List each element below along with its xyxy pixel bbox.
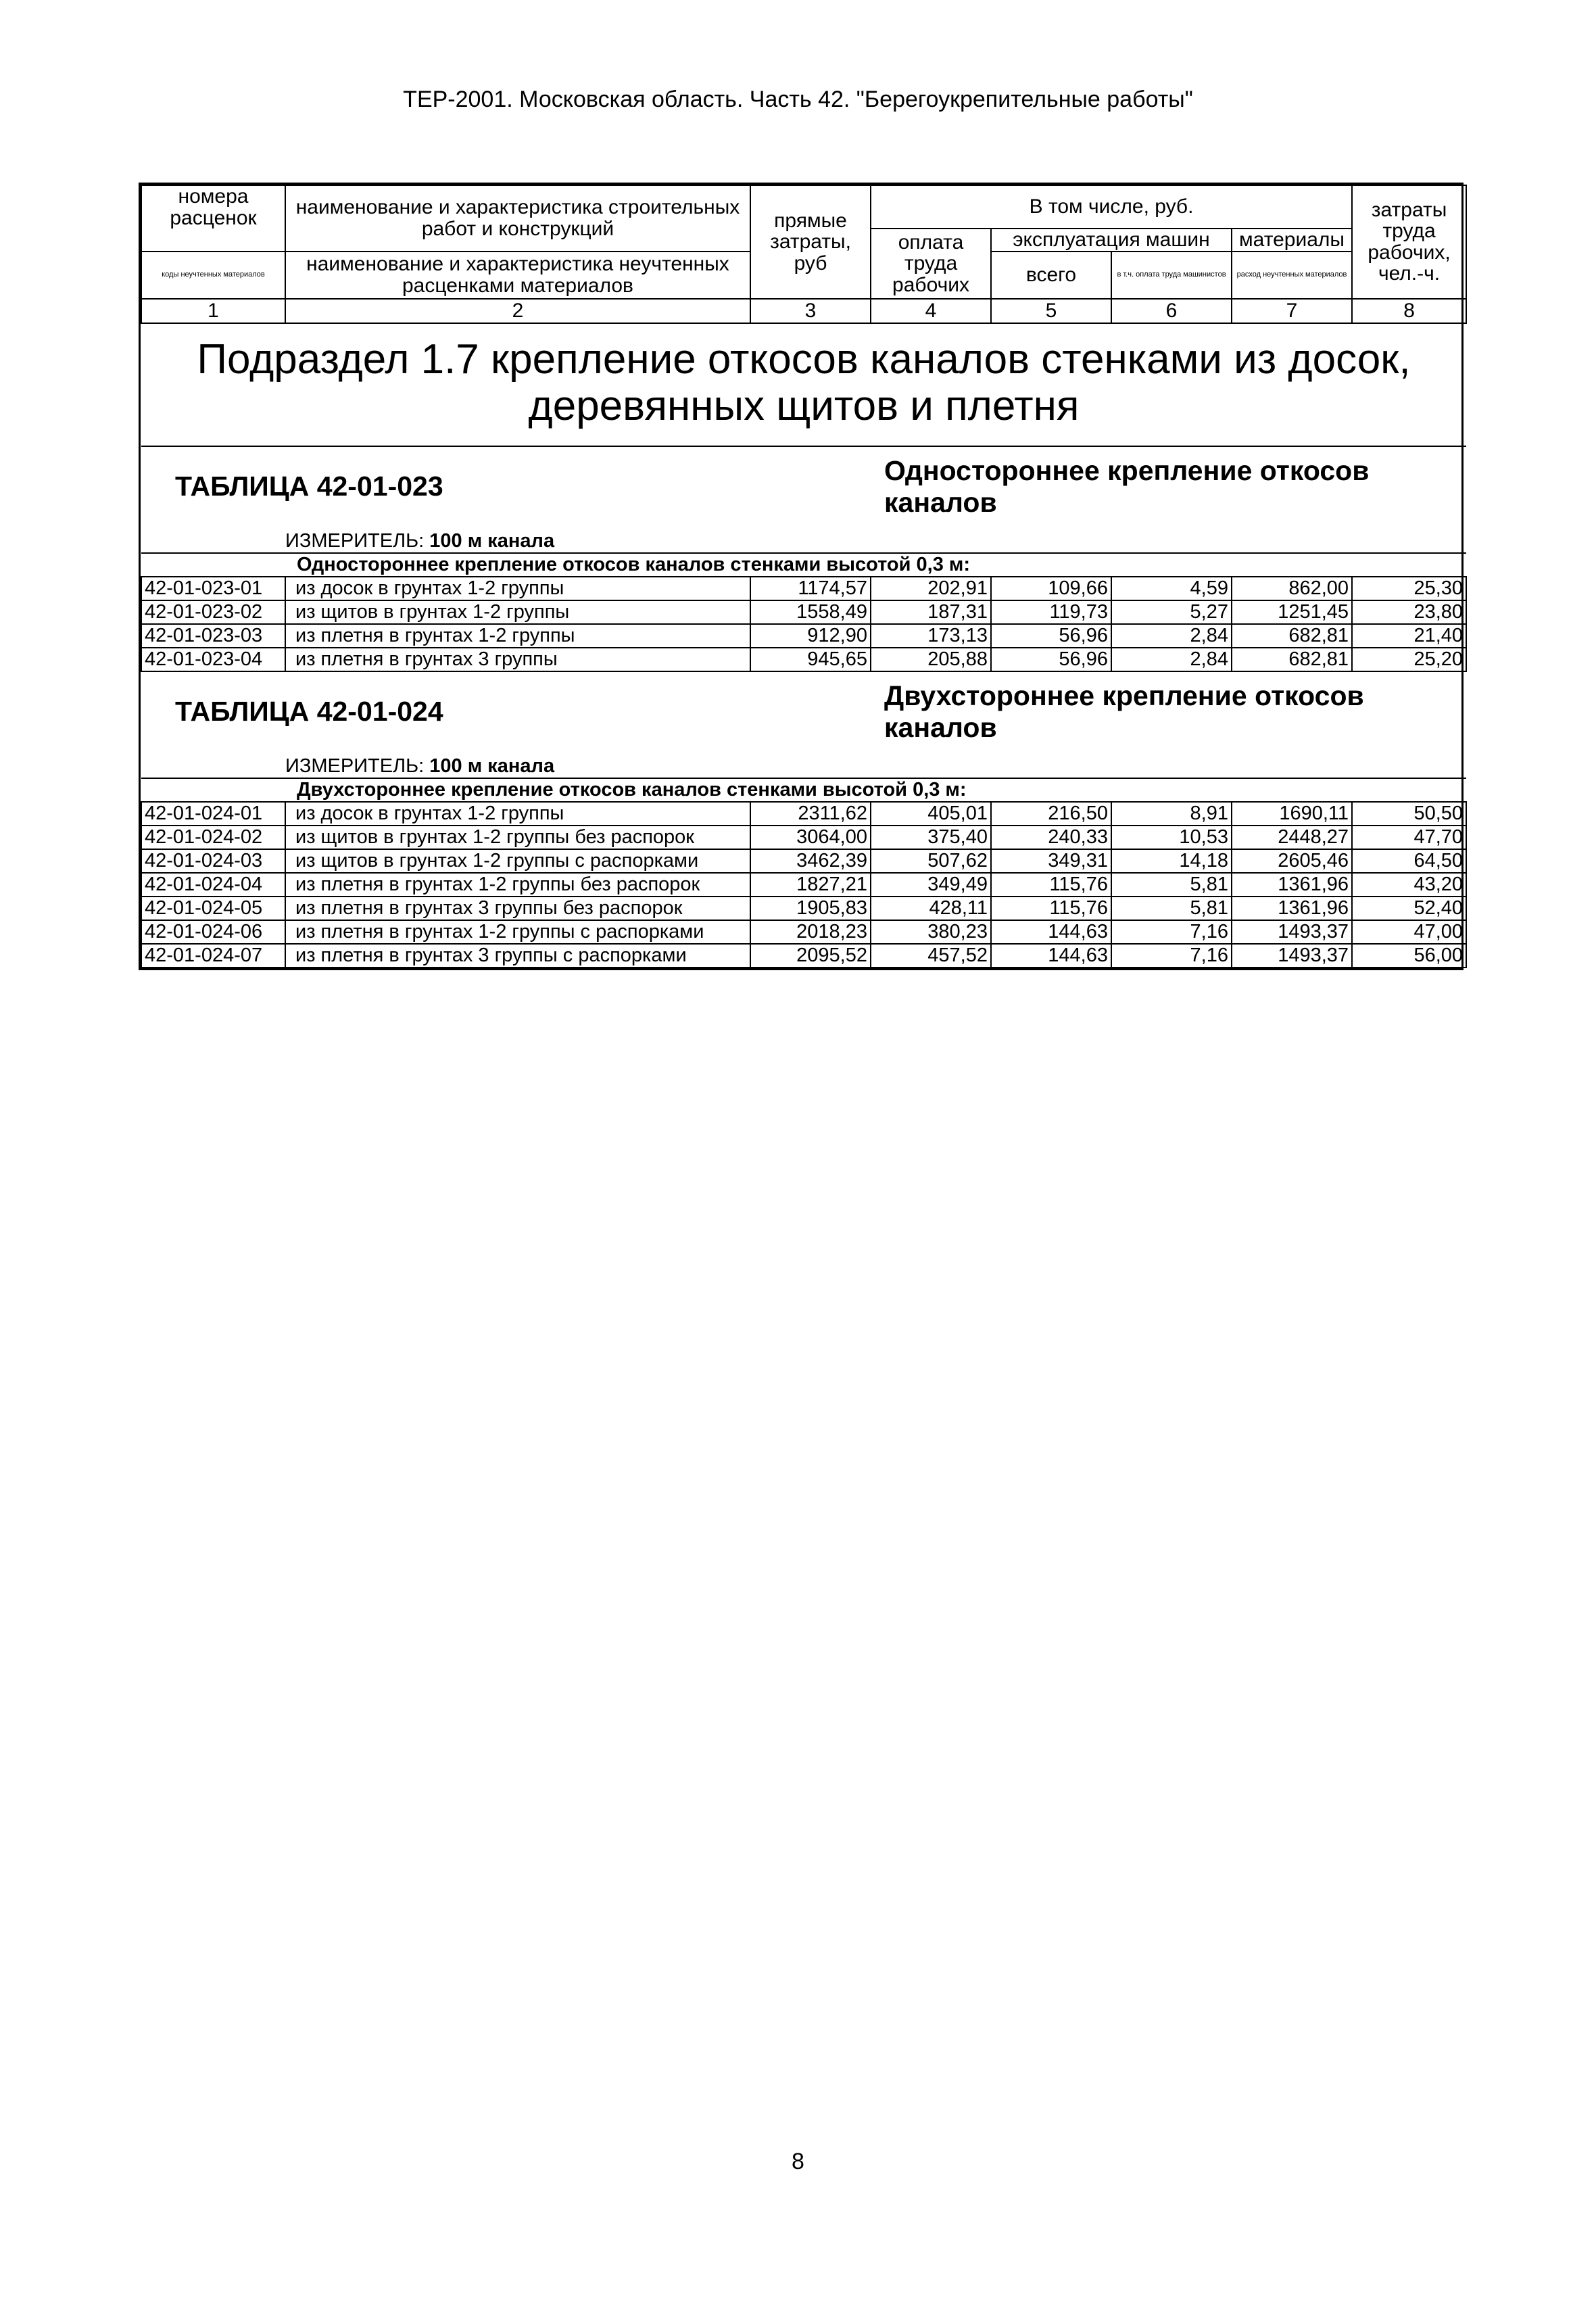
machines-total: 56,96 [991,624,1111,648]
direct-costs: 2018,23 [750,920,871,944]
table-title: Двухстороннее крепление откосов каналов [884,679,1364,743]
direct-costs: 1174,57 [750,577,871,600]
materials-cost: 682,81 [1232,624,1352,648]
group-caption [141,778,1466,802]
table-code: ТАБЛИЦА 42-01-023 [175,471,443,502]
direct-costs: 1827,21 [750,873,871,897]
machinist-pay: 2,84 [1111,624,1232,648]
machines-total: 216,50 [991,802,1111,826]
table-row [141,577,1466,600]
rates-table [141,185,1467,968]
meter-label: ИЗМЕРИТЕЛЬ: [285,530,425,552]
labor-hours: 47,70 [1352,826,1466,849]
labor-pay: 349,49 [871,873,991,897]
table-title: Одностороннее крепление откосов каналов [884,454,1370,518]
subsection-title-line1: Подраздел 1.7 крепление откосов каналов стенками из досок, [197,335,1411,383]
rate-name: из щитов в грунтах 1-2 группы [285,600,750,624]
rate-code: 42-01-024-07 [141,944,285,968]
group-caption-text: Одностороннее крепление откосов каналов стенками высотой 0,3 м: [297,554,970,576]
machines-total: 119,73 [991,600,1111,624]
rate-name: из досок в грунтах 1-2 группы [285,577,750,600]
rate-code: 42-01-024-02 [141,826,285,849]
materials-cost: 1251,45 [1232,600,1352,624]
machines-total: 144,63 [991,944,1111,968]
rate-name: из плетня в грунтах 1-2 группы с распорками [285,920,750,944]
materials-cost: 1690,11 [1232,802,1352,826]
labor-pay: 507,62 [871,849,991,873]
rate-name: из плетня в грунтах 3 группы с распорками [285,944,750,968]
materials-cost: 2448,27 [1232,826,1352,849]
labor-hours: 52,40 [1352,897,1466,920]
labor-pay: 457,52 [871,944,991,968]
col1-header-cont [141,229,285,252]
machinist-pay: 5,81 [1111,873,1232,897]
table-row [141,873,1466,897]
group-caption-text: Двухстороннее крепление откосов каналов стенками высотой 0,3 м: [297,779,967,801]
labor-pay: 375,40 [871,826,991,849]
meter-line [285,751,1466,778]
machines-total: 144,63 [991,920,1111,944]
rate-code: 42-01-023-01 [141,577,285,600]
table-row [141,624,1466,648]
materials-cost: 862,00 [1232,577,1352,600]
column-numbers-row [141,299,1466,323]
materials-header: материалы [1232,229,1352,252]
table-row [141,802,1466,826]
machinist-pay: 5,81 [1111,897,1232,920]
labor-pay: 202,91 [871,577,991,600]
materials-cost: 1361,96 [1232,897,1352,920]
rate-code: 42-01-024-03 [141,849,285,873]
direct-costs: 3064,00 [750,826,871,849]
machines-total: 349,31 [991,849,1111,873]
table-row [141,648,1466,671]
column-number: 3 [750,299,871,323]
rate-code: 42-01-024-01 [141,802,285,826]
meter-spacer [141,751,285,778]
meter-spacer [141,526,285,553]
direct-costs: 3462,39 [750,849,871,873]
machinist-pay: 8,91 [1111,802,1232,826]
meter-label: ИЗМЕРИТЕЛЬ: [285,755,425,778]
machinist-pay: 2,84 [1111,648,1232,671]
labor-pay: 205,88 [871,648,991,671]
labor-hours: 56,00 [1352,944,1466,968]
labor-hours: 50,50 [1352,802,1466,826]
table-row [141,920,1466,944]
labor-hours: 25,20 [1352,648,1466,671]
labor-hours: 43,20 [1352,873,1466,897]
table-code: ТАБЛИЦА 42-01-024 [175,696,443,727]
rate-code: 42-01-024-05 [141,897,285,920]
labor-pay: 380,23 [871,920,991,944]
machines-total: 115,76 [991,873,1111,897]
meter-value: 100 м канала [429,530,555,552]
table-row [141,944,1466,968]
machinist-pay: 10,53 [1111,826,1232,849]
rate-code: 42-01-024-04 [141,873,285,897]
machinist-pay: 14,18 [1111,849,1232,873]
table-row [141,897,1466,920]
col7-header: расход неучтенных материалов [1232,252,1352,299]
materials-cost: 682,81 [1232,648,1352,671]
direct-costs: 1905,83 [750,897,871,920]
machinist-pay: 5,27 [1111,600,1232,624]
machines-total: 240,33 [991,826,1111,849]
rate-name: из щитов в грунтах 1-2 группы без распорок [285,826,750,849]
rate-name: из плетня в грунтах 3 группы [285,648,750,671]
labor-hours: 21,40 [1352,624,1466,648]
table-row [141,826,1466,849]
col3-header: прямые затраты, руб [750,185,871,299]
col8-header: затраты труда рабочих, чел.-ч. [1352,185,1466,299]
machines-total: 115,76 [991,897,1111,920]
labor-pay: 428,11 [871,897,991,920]
machinist-pay: 7,16 [1111,920,1232,944]
meter-line [285,526,1466,553]
labor-hours: 47,00 [1352,920,1466,944]
column-number: 7 [1232,299,1352,323]
rate-code: 42-01-023-02 [141,600,285,624]
group-caption [141,553,1466,577]
col1-header-top: номера расценок [141,185,285,229]
labor-hours: 25,30 [1352,577,1466,600]
col2-header-top: наименование и характеристика строительных работ и конструкций [285,185,750,252]
rate-code: 42-01-023-04 [141,648,285,671]
machines-header: эксплуатация машин [991,229,1232,252]
column-number: 6 [1111,299,1232,323]
subsection-title-line2: деревянных щитов и плетня [528,382,1080,429]
col6-header: в т.ч. оплата труда машинистов [1111,252,1232,299]
rate-name: из плетня в грунтах 3 группы без распорок [285,897,750,920]
table-row [141,600,1466,624]
table-row [141,849,1466,873]
meter-value: 100 м канала [429,755,555,778]
direct-costs: 2095,52 [750,944,871,968]
rate-name: из плетня в грунтах 1-2 группы [285,624,750,648]
in-total-header: В том числе, руб. [871,185,1352,229]
column-number: 4 [871,299,991,323]
document-header: ТЕР-2001. Московская область. Часть 42. "Берегоукрепительные работы" [403,87,1193,112]
column-number: 1 [141,299,285,323]
labor-pay: 173,13 [871,624,991,648]
subsection-title [141,323,1466,447]
labor-pay: 405,01 [871,802,991,826]
direct-costs: 945,65 [750,648,871,671]
column-number: 5 [991,299,1111,323]
column-number: 2 [285,299,750,323]
col4-header: оплата труда рабочих [871,229,991,299]
labor-pay: 187,31 [871,600,991,624]
materials-cost: 1493,37 [1232,920,1352,944]
rates-grid [139,183,1464,970]
direct-costs: 1558,49 [750,600,871,624]
rate-name: из щитов в грунтах 1-2 группы с распорками [285,849,750,873]
machines-total: 56,96 [991,648,1111,671]
page-number: 8 [792,2149,804,2174]
rate-name: из досок в грунтах 1-2 группы [285,802,750,826]
labor-hours: 64,50 [1352,849,1466,873]
rate-code: 42-01-024-06 [141,920,285,944]
machines-total: 109,66 [991,577,1111,600]
direct-costs: 912,90 [750,624,871,648]
machinist-pay: 4,59 [1111,577,1232,600]
materials-cost: 2605,46 [1232,849,1352,873]
col5-header: всего [991,252,1111,299]
machinist-pay: 7,16 [1111,944,1232,968]
rate-code: 42-01-023-03 [141,624,285,648]
labor-hours: 23,80 [1352,600,1466,624]
rate-name: из плетня в грунтах 1-2 группы без распорок [285,873,750,897]
direct-costs: 2311,62 [750,802,871,826]
materials-cost: 1493,37 [1232,944,1352,968]
col2-header-bottom: наименование и характеристика неучтенных расценками материалов [285,252,750,299]
column-number: 8 [1352,299,1466,323]
materials-cost: 1361,96 [1232,873,1352,897]
col1-header-bottom: коды неучтенных материалов [141,252,285,299]
